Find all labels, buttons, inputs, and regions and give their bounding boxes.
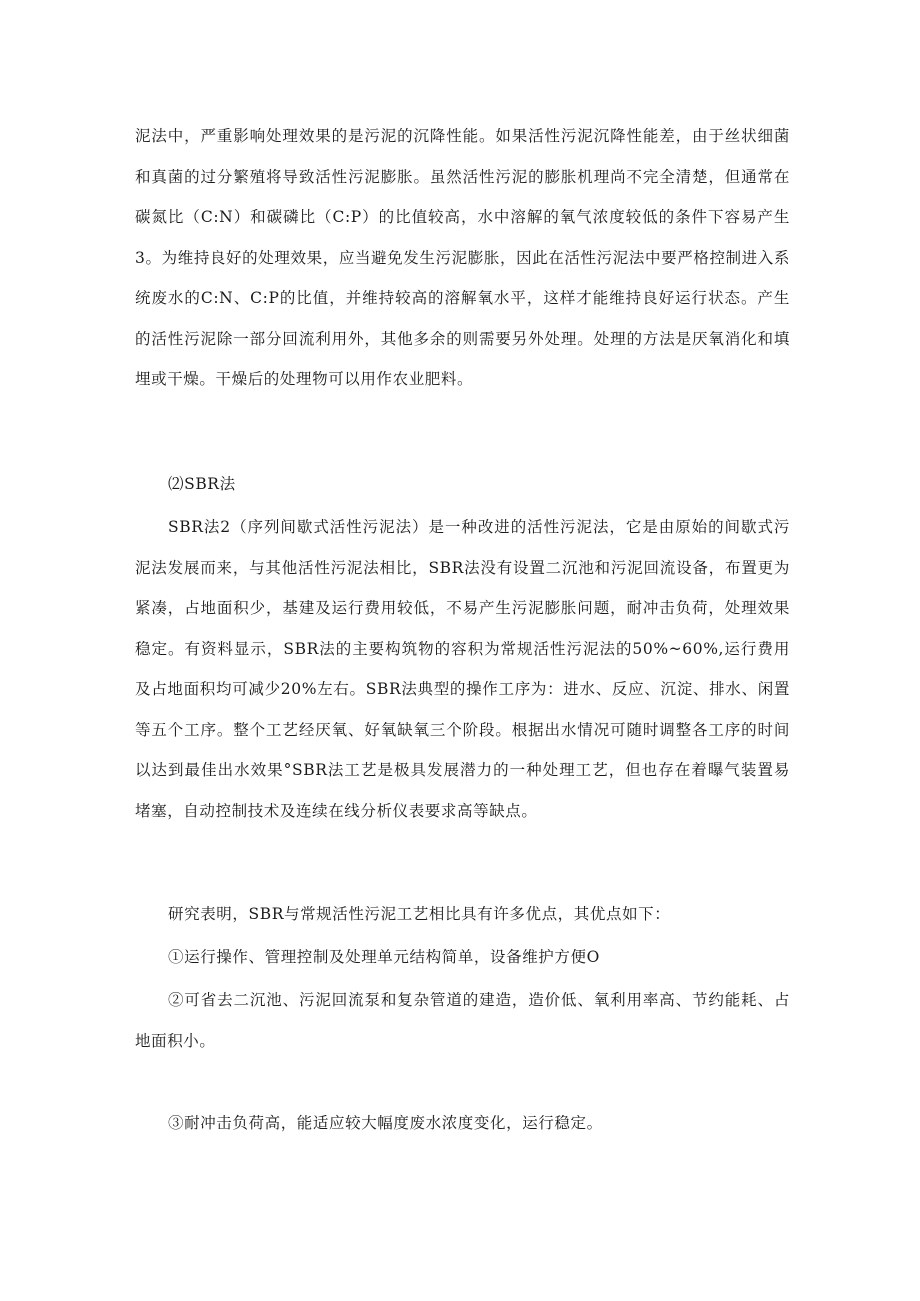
- paragraph-sbr-description: SBR法2（序列间歇式活性污泥法）是一种改进的活性污泥法，它是由原始的间歇式污泥法发展而来，与其他活性污泥法相比，SBR法没有设置二沉池和污泥回流设备，布置更为紧凑，占地面积少，基建及运行费用较低，不易产生污泥膨胀问题，耐冲击负荷，处理效果稳定。有资料显示，SBR法的主要构筑物的容积为常规活性污泥法的50%~60%,运行费用及占地面积均可减少20%左右。SBR法典型的操作工序为：进水、反应、沉淀、排水、闲置等五个工序。整个工艺经厌氧、好氧缺氧三个阶段。根据出水情况可随时调整各工序的时间以达到最佳出水效果°SBR法工艺是极具发展潜力的一种处理工艺，但也存在着曝气装置易堵塞，自动控制技术及连续在线分析仪表要求高等缺点。: [135, 518, 790, 820]
- list-item-advantage-2: ②可省去二沉池、污泥回流泵和复杂管道的建造，造价低、氧利用率高、节约能耗、占地面积小。: [135, 991, 790, 1050]
- paragraph-activated-sludge-bulking: 泥法中，严重影响处理效果的是污泥的沉降性能。如果活性污泥沉降性能差，由于丝状细菌和真菌的过分繁殖将导致活性污泥膨胀。虽然活性污泥的膨胀机理尚不完全清楚，但通常在碳氮比（C:N）和碳磷比（C:P）的比值较高，水中溶解的氧气浓度较低的条件下容易产生3。为维持良好的处理效果，应当避免发生污泥膨胀，因此在活性污泥法中要严格控制进入系统废水的C:N、C:P的比值，并维持较高的溶解氧水平，这样才能维持良好运行状态。产生的活性污泥除一部分回流利用外，其他多余的则需要另外处理。处理的方法是厌氧消化和填埋或干燥。干燥后的处理物可以用作农业肥料。: [135, 127, 790, 388]
- list-item-advantage-1: ①运行操作、管理控制及处理单元结构简单，设备维护方便O: [168, 948, 600, 966]
- section-heading-sbr: ⑵SBR法: [168, 475, 236, 493]
- paragraph-sbr-advantages-intro: 研究表明，SBR与常规活性污泥工艺相比具有许多优点，其优点如下：: [168, 905, 671, 923]
- list-item-advantage-3: ③耐冲击负荷高，能适应较大幅度废水浓度变化，运行稳定。: [168, 1114, 603, 1132]
